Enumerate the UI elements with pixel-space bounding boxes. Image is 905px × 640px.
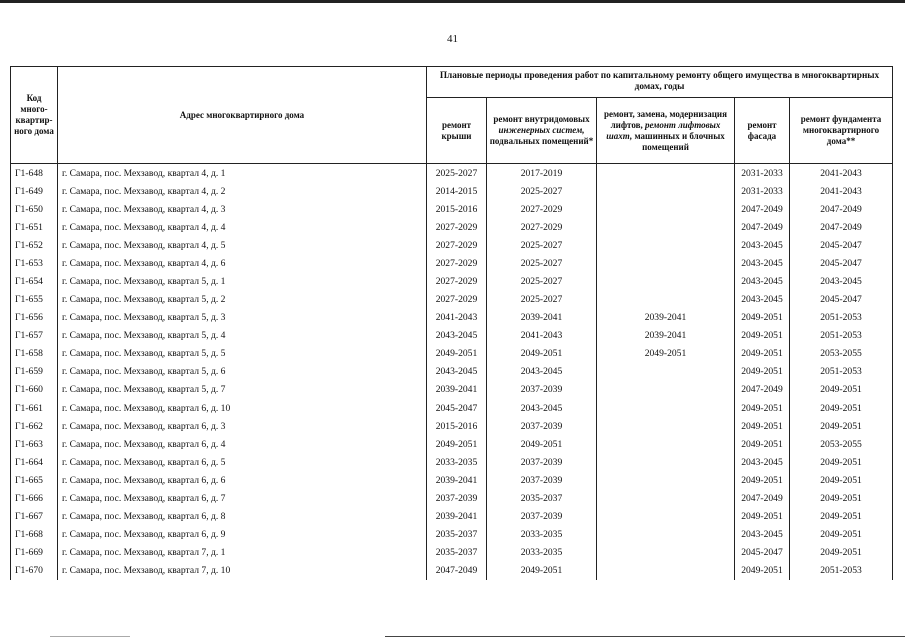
cell-address: г. Самара, пос. Мехзавод, квартал 6, д. 6	[58, 471, 427, 489]
cell-code: Г1-661	[11, 399, 58, 417]
cell-foundation: 2053-2055	[790, 345, 893, 363]
cell-address: г. Самара, пос. Мехзавод, квартал 4, д. 1	[58, 164, 427, 183]
header-address: Адрес многоквартирного дома	[58, 67, 427, 164]
cell-code: Г1-662	[11, 417, 58, 435]
table-row	[11, 544, 893, 562]
table-row	[11, 435, 893, 453]
cell-facade: 2043-2045	[735, 236, 790, 254]
cell-code: Г1-653	[11, 254, 58, 272]
cell-systems: 2033-2035	[487, 526, 597, 544]
cell-systems: 2027-2029	[487, 200, 597, 218]
table-row	[11, 309, 893, 327]
cell-code: Г1-656	[11, 309, 58, 327]
cell-systems: 2037-2039	[487, 507, 597, 525]
cell-systems: 2025-2027	[487, 272, 597, 290]
cell-roof: 2033-2035	[427, 453, 487, 471]
cell-lifts: 2049-2051	[597, 345, 735, 363]
table-row	[11, 363, 893, 381]
cell-roof: 2049-2051	[427, 345, 487, 363]
cell-code: Г1-658	[11, 345, 58, 363]
cell-roof: 2027-2029	[427, 254, 487, 272]
header-roof: ремонт крыши	[427, 98, 487, 164]
cell-address: г. Самара, пос. Мехзавод, квартал 5, д. 2	[58, 291, 427, 309]
cell-lifts	[597, 526, 735, 544]
cell-systems: 2025-2027	[487, 291, 597, 309]
cell-lifts	[597, 544, 735, 562]
cell-address: г. Самара, пос. Мехзавод, квартал 7, д. 1	[58, 544, 427, 562]
cell-facade: 2043-2045	[735, 254, 790, 272]
cell-address: г. Самара, пос. Мехзавод, квартал 6, д. 7	[58, 489, 427, 507]
cell-roof: 2047-2049	[427, 562, 487, 580]
cell-foundation: 2051-2053	[790, 309, 893, 327]
cell-systems: 2049-2051	[487, 345, 597, 363]
header-code: Код много-квартир-ного дома	[11, 67, 58, 164]
cell-facade: 2049-2051	[735, 435, 790, 453]
cell-roof: 2025-2027	[427, 164, 487, 183]
cell-foundation: 2041-2043	[790, 164, 893, 183]
cell-foundation: 2049-2051	[790, 453, 893, 471]
table-row	[11, 182, 893, 200]
cell-systems: 2025-2027	[487, 236, 597, 254]
cell-code: Г1-650	[11, 200, 58, 218]
cell-lifts	[597, 272, 735, 290]
cell-lifts	[597, 453, 735, 471]
cell-lifts	[597, 381, 735, 399]
cell-systems: 2035-2037	[487, 489, 597, 507]
cell-address: г. Самара, пос. Мехзавод, квартал 4, д. 3	[58, 200, 427, 218]
cell-code: Г1-649	[11, 182, 58, 200]
cell-systems: 2043-2045	[487, 399, 597, 417]
header-lifts	[597, 98, 735, 164]
cell-code: Г1-666	[11, 489, 58, 507]
cell-foundation: 2049-2051	[790, 381, 893, 399]
cell-roof: 2039-2041	[427, 471, 487, 489]
cell-systems: 2043-2045	[487, 363, 597, 381]
cell-systems: 2033-2035	[487, 544, 597, 562]
cell-facade: 2031-2033	[735, 182, 790, 200]
table-header	[11, 67, 893, 164]
cell-roof: 2015-2016	[427, 200, 487, 218]
table-row	[11, 164, 893, 183]
cell-address: г. Самара, пос. Мехзавод, квартал 5, д. 7	[58, 381, 427, 399]
cell-lifts	[597, 489, 735, 507]
cell-code: Г1-670	[11, 562, 58, 580]
cell-roof: 2035-2037	[427, 526, 487, 544]
cell-address: г. Самара, пос. Мехзавод, квартал 4, д. 5	[58, 236, 427, 254]
cell-facade: 2049-2051	[735, 562, 790, 580]
cell-roof: 2015-2016	[427, 417, 487, 435]
cell-address: г. Самара, пос. Мехзавод, квартал 6, д. 9	[58, 526, 427, 544]
header-lifts-part-3: машинных и блочных помещений	[632, 130, 725, 152]
cell-systems: 2037-2039	[487, 381, 597, 399]
cell-foundation: 2041-2043	[790, 182, 893, 200]
cell-facade: 2049-2051	[735, 363, 790, 381]
cell-code: Г1-664	[11, 453, 58, 471]
cell-address: г. Самара, пос. Мехзавод, квартал 4, д. 6	[58, 254, 427, 272]
header-facade: ремонт фасада	[735, 98, 790, 164]
cell-lifts	[597, 399, 735, 417]
cell-lifts	[597, 236, 735, 254]
cell-address: г. Самара, пос. Мехзавод, квартал 6, д. 4	[58, 435, 427, 453]
bottom-rule-left	[50, 636, 130, 637]
cell-lifts: 2039-2041	[597, 309, 735, 327]
table-row	[11, 399, 893, 417]
cell-foundation: 2051-2053	[790, 363, 893, 381]
cell-systems: 2041-2043	[487, 327, 597, 345]
cell-address: г. Самара, пос. Мехзавод, квартал 6, д. 8	[58, 507, 427, 525]
cell-systems: 2037-2039	[487, 471, 597, 489]
cell-facade: 2045-2047	[735, 544, 790, 562]
cell-foundation: 2049-2051	[790, 489, 893, 507]
cell-code: Г1-659	[11, 363, 58, 381]
cell-code: Г1-669	[11, 544, 58, 562]
bottom-rule	[385, 636, 905, 637]
cell-systems: 2017-2019	[487, 164, 597, 183]
cell-roof: 2027-2029	[427, 291, 487, 309]
table-row	[11, 236, 893, 254]
cell-lifts	[597, 218, 735, 236]
table-row	[11, 254, 893, 272]
table-row	[11, 562, 893, 580]
header-foundation: ремонт фундамента многоквартирного дома**	[790, 98, 893, 164]
cell-code: Г1-660	[11, 381, 58, 399]
cell-roof: 2027-2029	[427, 236, 487, 254]
cell-facade: 2049-2051	[735, 327, 790, 345]
cell-roof: 2043-2045	[427, 327, 487, 345]
table-row	[11, 507, 893, 525]
cell-address: г. Самара, пос. Мехзавод, квартал 5, д. 4	[58, 327, 427, 345]
cell-systems: 2025-2027	[487, 254, 597, 272]
cell-roof: 2045-2047	[427, 399, 487, 417]
cell-code: Г1-665	[11, 471, 58, 489]
cell-systems: 2025-2027	[487, 182, 597, 200]
cell-facade: 2049-2051	[735, 345, 790, 363]
cell-code: Г1-663	[11, 435, 58, 453]
page-number: 41	[447, 33, 458, 45]
cell-facade: 2047-2049	[735, 200, 790, 218]
table-row	[11, 417, 893, 435]
cell-lifts	[597, 363, 735, 381]
cell-facade: 2049-2051	[735, 399, 790, 417]
cell-roof: 2014-2015	[427, 182, 487, 200]
cell-foundation: 2049-2051	[790, 544, 893, 562]
table-row	[11, 218, 893, 236]
cell-lifts	[597, 164, 735, 183]
table-row	[11, 345, 893, 363]
cell-roof: 2027-2029	[427, 218, 487, 236]
cell-roof: 2039-2041	[427, 381, 487, 399]
header-systems-part-3: подвальных помещений*	[489, 136, 594, 146]
header-systems-part-1: ремонт внутридомовых	[493, 114, 590, 124]
cell-address: г. Самара, пос. Мехзавод, квартал 6, д. 5	[58, 453, 427, 471]
cell-foundation: 2051-2053	[790, 327, 893, 345]
table-row	[11, 200, 893, 218]
cell-address: г. Самара, пос. Мехзавод, квартал 4, д. 2	[58, 182, 427, 200]
cell-foundation: 2049-2051	[790, 417, 893, 435]
table-row	[11, 327, 893, 345]
cell-foundation: 2043-2045	[790, 272, 893, 290]
header-lifts-part-2: ремонт лифтовых шахт,	[606, 119, 721, 141]
cell-code: Г1-654	[11, 272, 58, 290]
cell-facade: 2047-2049	[735, 489, 790, 507]
table-body	[11, 164, 893, 580]
cell-roof: 2039-2041	[427, 507, 487, 525]
cell-facade: 2049-2051	[735, 471, 790, 489]
header-periods: Плановые периоды проведения работ по капитальному ремонту общего имущества в многоквартирных домах, годы	[427, 67, 893, 98]
cell-lifts	[597, 417, 735, 435]
cell-foundation: 2051-2053	[790, 562, 893, 580]
header-lifts-part-1: ремонт, замена, модернизация лифтов,	[604, 108, 727, 130]
cell-systems: 2049-2051	[487, 562, 597, 580]
cell-foundation: 2049-2051	[790, 526, 893, 544]
cell-foundation: 2049-2051	[790, 507, 893, 525]
cell-address: г. Самара, пос. Мехзавод, квартал 5, д. 3	[58, 309, 427, 327]
cell-lifts	[597, 562, 735, 580]
cell-lifts	[597, 254, 735, 272]
cell-facade: 2049-2051	[735, 417, 790, 435]
cell-roof: 2035-2037	[427, 544, 487, 562]
cell-roof: 2041-2043	[427, 309, 487, 327]
top-rule	[0, 0, 905, 3]
cell-code: Г1-655	[11, 291, 58, 309]
cell-facade: 2043-2045	[735, 526, 790, 544]
cell-foundation: 2047-2049	[790, 200, 893, 218]
cell-code: Г1-652	[11, 236, 58, 254]
table-row	[11, 453, 893, 471]
cell-foundation: 2049-2051	[790, 399, 893, 417]
table-row	[11, 526, 893, 544]
header-systems	[487, 98, 597, 164]
repair-schedule-table	[10, 66, 893, 580]
cell-roof: 2049-2051	[427, 435, 487, 453]
cell-address: г. Самара, пос. Мехзавод, квартал 5, д. 1	[58, 272, 427, 290]
cell-lifts	[597, 291, 735, 309]
cell-facade: 2031-2033	[735, 164, 790, 183]
cell-address: г. Самара, пос. Мехзавод, квартал 6, д. 10	[58, 399, 427, 417]
cell-facade: 2049-2051	[735, 507, 790, 525]
cell-foundation: 2049-2051	[790, 471, 893, 489]
cell-code: Г1-657	[11, 327, 58, 345]
cell-lifts	[597, 182, 735, 200]
cell-address: г. Самара, пос. Мехзавод, квартал 4, д. 4	[58, 218, 427, 236]
cell-facade: 2047-2049	[735, 381, 790, 399]
cell-facade: 2047-2049	[735, 218, 790, 236]
header-systems-part-2: инженерных систем,	[498, 125, 585, 135]
cell-foundation: 2045-2047	[790, 236, 893, 254]
cell-roof: 2043-2045	[427, 363, 487, 381]
table-row	[11, 272, 893, 290]
cell-address: г. Самара, пос. Мехзавод, квартал 6, д. 3	[58, 417, 427, 435]
table-row	[11, 291, 893, 309]
cell-lifts	[597, 507, 735, 525]
cell-foundation: 2053-2055	[790, 435, 893, 453]
table-row	[11, 471, 893, 489]
cell-lifts	[597, 471, 735, 489]
cell-facade: 2043-2045	[735, 272, 790, 290]
cell-address: г. Самара, пос. Мехзавод, квартал 5, д. 5	[58, 345, 427, 363]
cell-code: Г1-651	[11, 218, 58, 236]
cell-systems: 2049-2051	[487, 435, 597, 453]
cell-code: Г1-667	[11, 507, 58, 525]
cell-facade: 2049-2051	[735, 309, 790, 327]
cell-lifts: 2039-2041	[597, 327, 735, 345]
cell-facade: 2043-2045	[735, 291, 790, 309]
cell-facade: 2043-2045	[735, 453, 790, 471]
cell-address: г. Самара, пос. Мехзавод, квартал 7, д. 10	[58, 562, 427, 580]
cell-lifts	[597, 435, 735, 453]
cell-systems: 2037-2039	[487, 417, 597, 435]
cell-address: г. Самара, пос. Мехзавод, квартал 5, д. 6	[58, 363, 427, 381]
cell-roof: 2037-2039	[427, 489, 487, 507]
cell-lifts	[597, 200, 735, 218]
cell-systems: 2039-2041	[487, 309, 597, 327]
table-row	[11, 381, 893, 399]
cell-roof: 2027-2029	[427, 272, 487, 290]
cell-code: Г1-668	[11, 526, 58, 544]
cell-foundation: 2045-2047	[790, 254, 893, 272]
cell-systems: 2037-2039	[487, 453, 597, 471]
cell-foundation: 2045-2047	[790, 291, 893, 309]
table-row	[11, 489, 893, 507]
cell-code: Г1-648	[11, 164, 58, 183]
cell-systems: 2027-2029	[487, 218, 597, 236]
cell-foundation: 2047-2049	[790, 218, 893, 236]
